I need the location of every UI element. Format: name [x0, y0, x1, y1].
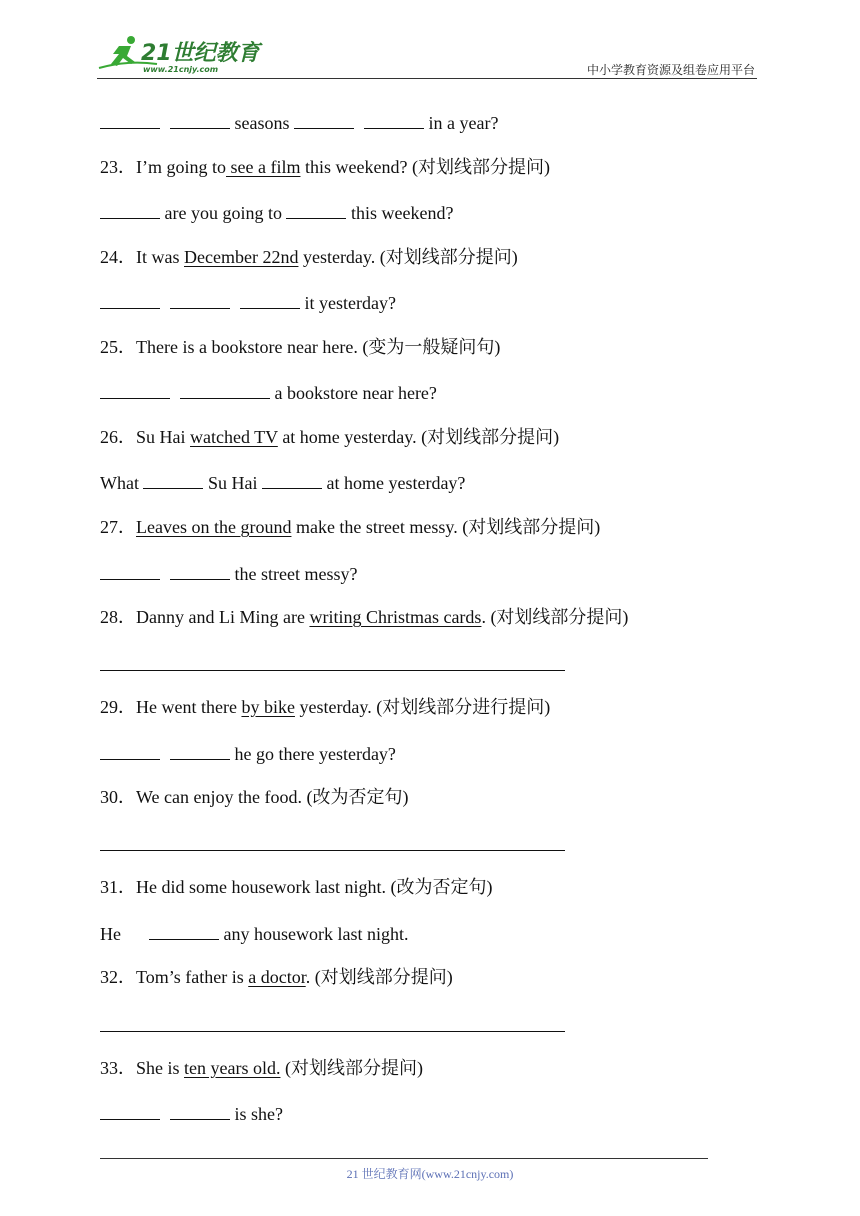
blank[interactable] [262, 471, 322, 489]
answer-line-28[interactable] [100, 670, 565, 671]
blank[interactable] [170, 291, 230, 309]
question-29: 29．He went there by bike yesterday. (对划线部分进行提问) [100, 697, 551, 717]
blank[interactable] [100, 1102, 160, 1120]
blank[interactable] [100, 381, 170, 399]
blank[interactable] [100, 111, 160, 129]
blank[interactable] [294, 111, 354, 129]
question-26: 26．Su Hai watched TV at home yesterday. (对划线部分提问) [100, 427, 560, 447]
answer-line-24: it yesterday? [100, 291, 396, 314]
question-33: 33．She is ten years old. (对划线部分提问) [100, 1058, 423, 1078]
footer-text: 21 世纪教育网(www.21cnjy.com) [346, 1167, 514, 1181]
svg-text:21世纪教育: 21世纪教育 [141, 41, 260, 66]
blank[interactable] [286, 201, 346, 219]
answer-line-23: are you going to this weekend? [100, 201, 453, 224]
answer-line-27: the street messy? [100, 562, 357, 585]
footer-divider [100, 1158, 708, 1159]
page-header [97, 34, 757, 78]
blank[interactable] [143, 471, 203, 489]
platform-name: 中小学教育资源及组卷应用平台 [586, 63, 755, 77]
svg-text:www.21cnjy.com: www.21cnjy.com [143, 65, 219, 74]
blank[interactable] [100, 562, 160, 580]
question-28: 28．Danny and Li Ming are writing Christmas cards. (对划线部分提问) [100, 607, 629, 627]
logo-21cnjy [97, 34, 267, 78]
question-32: 32．Tom’s father is a doctor. (对划线部分提问) [100, 967, 453, 987]
blank[interactable] [170, 111, 230, 129]
blank[interactable] [100, 291, 160, 309]
blank[interactable] [170, 742, 230, 760]
question-24: 24．It was December 22nd yesterday. (对划线部分提问) [100, 247, 518, 267]
answer-line-32[interactable] [100, 1031, 565, 1032]
answer-line-26: What Su Hai at home yesterday? [100, 473, 466, 493]
blank[interactable] [100, 201, 160, 219]
question-23: 23．I’m going to see a film this weekend? (对划线部分提问) [100, 157, 550, 177]
question-30: 30．We can enjoy the food. (改为否定句) [100, 787, 409, 807]
answer-line-30[interactable] [100, 850, 565, 851]
blank[interactable] [149, 922, 219, 940]
question-27: 27．Leaves on the ground make the street messy. (对划线部分提问) [100, 517, 601, 537]
answer-line-29: he go there yesterday? [100, 742, 396, 765]
question-25: 25．There is a bookstore near here. (变为一般疑问句) [100, 337, 501, 357]
answer-line-33: is she? [100, 1102, 283, 1125]
header-divider [97, 78, 757, 79]
blank[interactable] [364, 111, 424, 129]
blank[interactable] [170, 562, 230, 580]
blank[interactable] [240, 291, 300, 309]
answer-line-25: a bookstore near here? [100, 381, 437, 404]
question-31: 31．He did some housework last night. (改为否定句) [100, 877, 493, 897]
blank[interactable] [180, 381, 270, 399]
answer-line-31: He any housework last night. [100, 924, 409, 944]
blank[interactable] [170, 1102, 230, 1120]
answer-line-22: seasons in a year? [100, 111, 498, 134]
blank[interactable] [100, 742, 160, 760]
